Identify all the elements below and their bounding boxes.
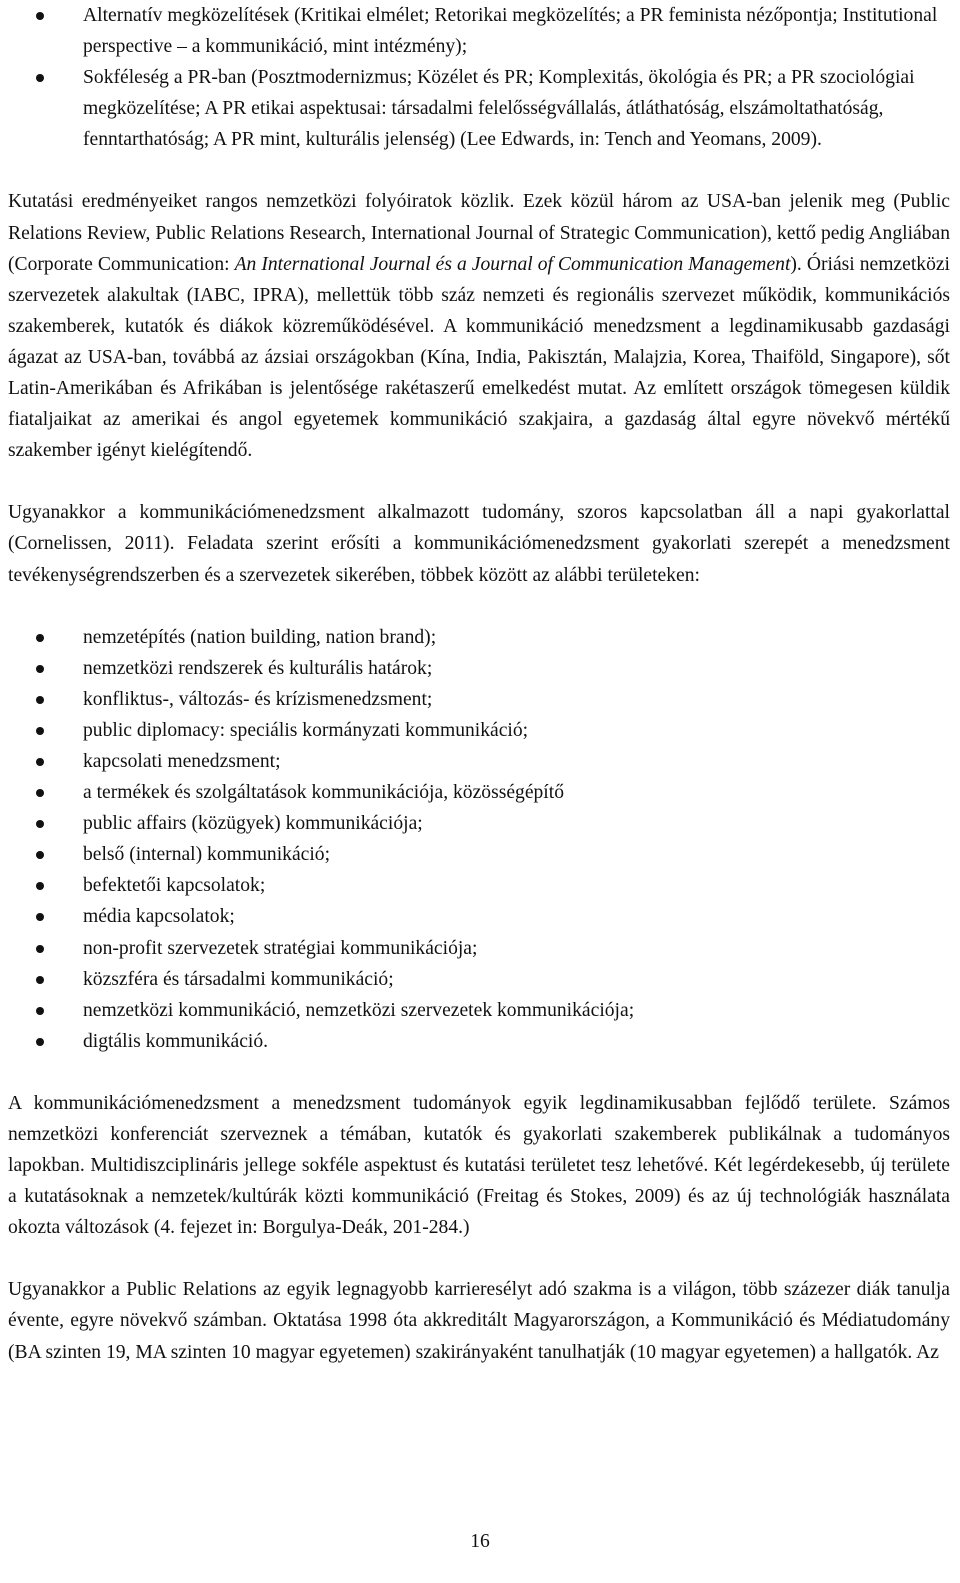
list-item-text: kapcsolati menedzsment; [83, 750, 281, 772]
list-item-text: konfliktus-, változás- és krízismenedzsment; [83, 688, 433, 710]
list-item-text: befektetői kapcsolatok; [83, 875, 266, 897]
list-item [8, 777, 950, 808]
paragraph-journals: Kutatási eredményeiket rangos nemzetközi folyóiratok közlik. Ezek közül három az USA-ban jelenik meg (Public Relations Review, Public Relations Research, International Journal of Strategic Communication), kettő pedig Angliában (Corporate Communication: An International Journal és a Journal of Communication Management). Óriási nemzetközi szervezetek alakultak (IABC, IPRA), mellettük több száz nemzeti és regionális szervezet működik, kommunikációs szakemberek, kutatók és diákok közreműködésével. A kommunikáció menedzsment a legdinamikusabb gazdasági ágazat az USA-ban, továbbá az ázsiai országokban (Kína, India, Pakisztán, Malajzia, Korea, Thaiföld, Singapore), sőt Latin-Amerikában és Afrikában is jelentősége rakétaszerű emelkedést mutat. Az említett országok tömegesen küldik fiataljaikat az amerikai és angol egyetemek kommunikáció szakjaira, a gazdaság által egyre növekvő mértékű szakember igényt kielégítendő. [8, 191, 951, 462]
list-item [8, 995, 950, 1026]
bullet-icon [36, 976, 44, 984]
list-item [8, 622, 950, 653]
paragraph-applied-science: Ugyanakkor a kommunikációmenedzsment alkalmazott tudomány, szoros kapcsolatban áll a napi gyakorlattal (Cornelissen, 2011). Feladata szerint erősíti a kommunikációmenedzsment gyakorlati szerepét a menedzsment tevékenységrendszerben és a szervezetek sikerében, többek között az alábbi területeken: [8, 502, 950, 586]
list-item-text: public affairs (közügyek) kommunikációja; [83, 813, 423, 835]
list-item-text: média kapcsolatok; [83, 906, 235, 928]
list-item [8, 746, 950, 777]
list-item [8, 933, 950, 964]
list-item-text: közszféra és társadalmi kommunikáció; [83, 968, 394, 990]
list-item-text: non-profit szervezetek stratégiai kommunikációja; [83, 937, 478, 959]
list-item [8, 684, 950, 715]
bullet-icon [36, 851, 44, 859]
areas-list [8, 622, 950, 1057]
list-item-text: nemzetépítés (nation building, nation brand); [83, 626, 437, 648]
bullet-icon [36, 665, 44, 673]
list-item [8, 62, 950, 155]
list-item [8, 0, 950, 62]
bullet-icon [36, 1007, 44, 1015]
bullet-icon [36, 696, 44, 704]
bullet-icon [36, 12, 44, 20]
bullet-icon [36, 634, 44, 642]
list-item [8, 901, 950, 932]
paragraph-dynamics: A kommunikációmenedzsment a menedzsment tudományok egyik legdinamikusabban fejlődő területe. Számos nemzetközi konferenciát szerveznek a témában, kutatók és gyakorlati szakemberek publikálnak a tudományos lapokban. Multidiszciplináris jellege sokféle aspektust és kutatási területet tesz lehetővé. Két legérdekesebb, új területe a kutatásoknak a nemzetek/kultúrák közti kommunikáció (Freitag és Stokes, 2009) és az új technológiák használata okozta változások (4. fejezet in: Borgulya-Deák, 201-284.) [8, 1092, 950, 1239]
list-item [8, 839, 950, 870]
bullet-icon [36, 74, 44, 82]
bullet-icon [36, 789, 44, 797]
list-item [8, 870, 950, 901]
list-item-text: public diplomacy: speciális kormányzati kommunikáció; [83, 719, 529, 741]
list-item-text: Alternatív megközelítések (Kritikai elmélet; Retorikai megközelítés; a PR feminista nézőpontja; Institutional perspective – a kommunikáció, mint intézmény); [83, 5, 938, 58]
list-item-text: belső (internal) kommunikáció; [83, 844, 331, 866]
list-item-text: nemzetközi kommunikáció, nemzetközi szervezetek kommunikációja; [83, 999, 635, 1021]
list-item [8, 964, 950, 995]
bullet-icon [36, 913, 44, 921]
bullet-icon [36, 1038, 44, 1046]
list-item [8, 808, 950, 839]
bullet-icon [36, 820, 44, 828]
list-item [8, 1026, 950, 1057]
list-item-text: Sokféleség a PR-ban (Posztmodernizmus; Közélet és PR; Komplexitás, ökológia és PR; a PR szociológiai megközelítése; A PR etikai aspektusai: társadalmi felelősségvállalás, átláthatóság, elszámoltathatóság, fenntarthatóság; A PR mint, kulturális jelenség) (Lee Edwards, in: Tench and Yeomans, 2009). [83, 67, 915, 151]
list-item-text: digtális kommunikáció. [83, 1030, 269, 1052]
list-item-text: a termékek és szolgáltatások kommunikációja, közösségépítő [83, 782, 564, 804]
bullet-icon [36, 945, 44, 953]
paragraph-career: Ugyanakkor a Public Relations az egyik legnagyobb karrieresélyt adó szakma is a világon, több százezer diák tanulja évente, egyre növekvő számban. Oktatása 1998 óta akkreditált Magyarországon, a Kommunikáció és Médiatudomány (BA szinten 19, MA szinten 10 magyar egyetemen) szakirányaként tanulhatják (10 magyar egyetemen) a hallgatók. Az [8, 1279, 950, 1363]
bullet-icon [36, 727, 44, 735]
list-item [8, 715, 950, 746]
page-number: 16 [470, 1531, 490, 1552]
bullet-icon [36, 758, 44, 766]
journal-titles: An International Journal és a Journal of Communication Management [234, 253, 791, 275]
approaches-list [8, 0, 950, 155]
list-item-text: nemzetközi rendszerek és kulturális határok; [83, 657, 433, 679]
list-item [8, 653, 950, 684]
bullet-icon [36, 882, 44, 890]
document-page [8, 0, 950, 1368]
